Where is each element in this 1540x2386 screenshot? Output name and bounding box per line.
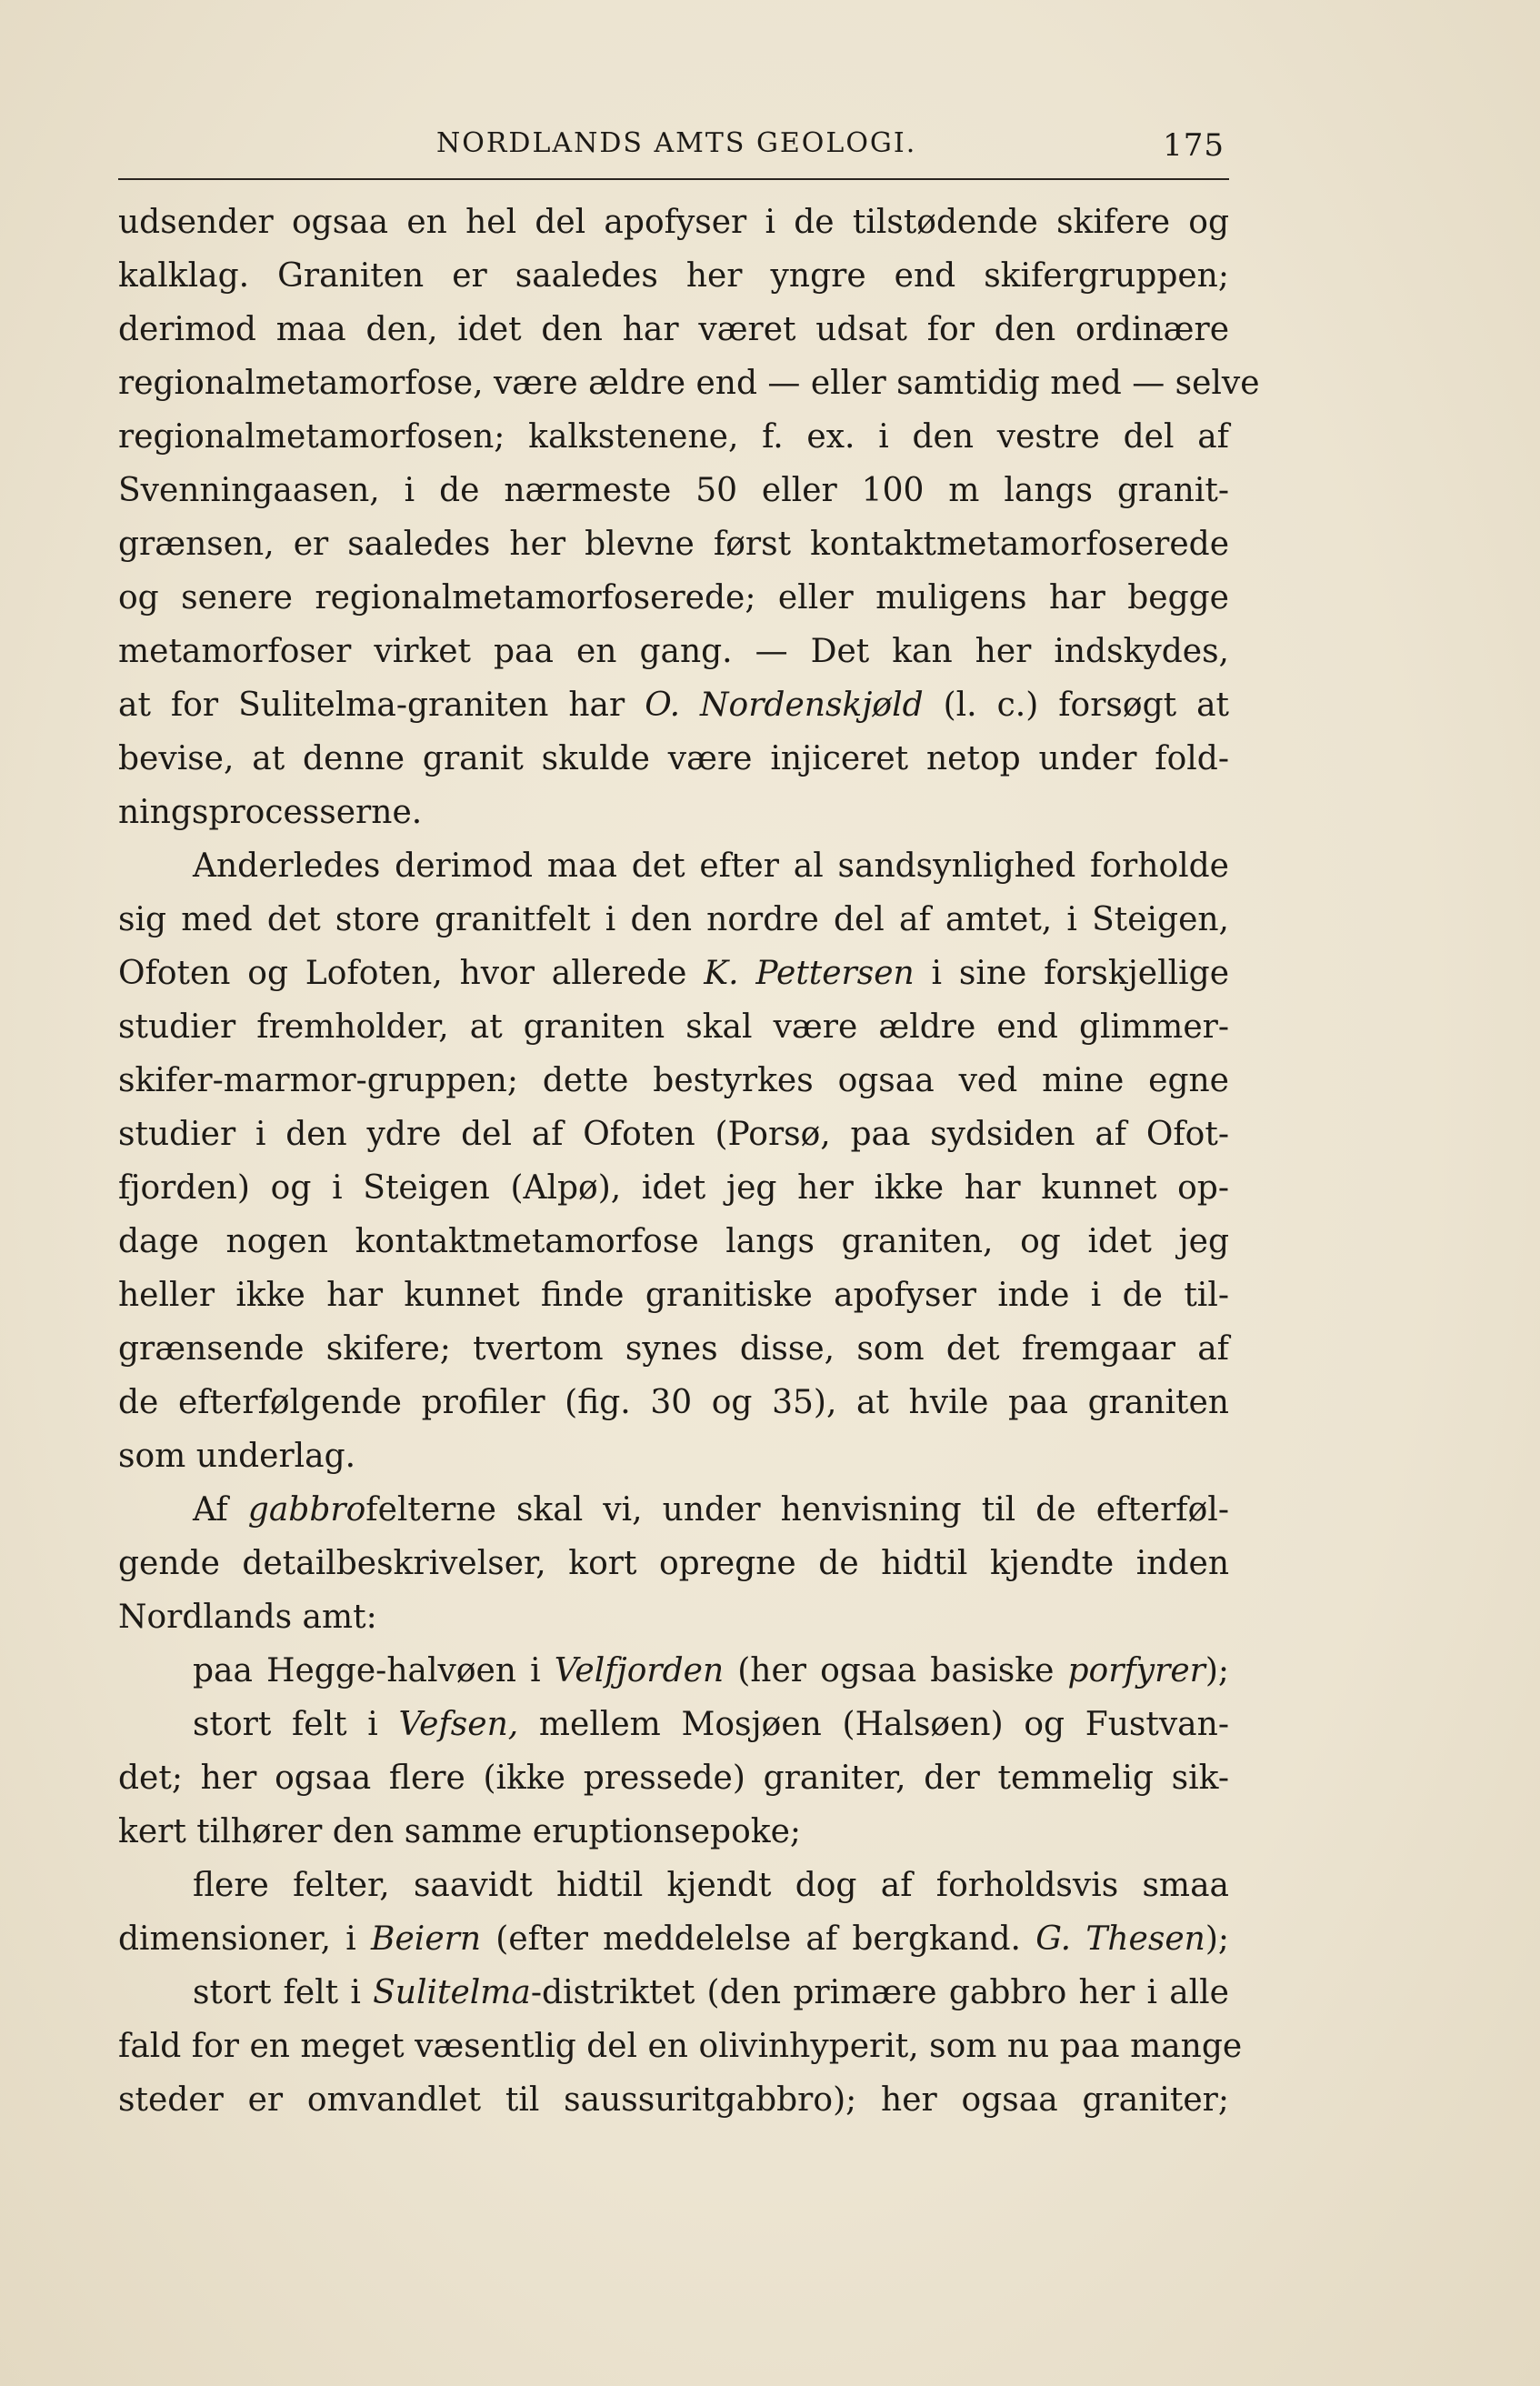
text-line: [118, 1698, 1229, 1751]
text-segment: stort felt i: [193, 1974, 361, 2011]
text-line: Svenningaasen, i de nærmeste 50 eller 100 m langs granit-: [118, 472, 1229, 509]
page-header: [118, 127, 1229, 164]
text-segment: mellem Mosjøen (Halsøen) og Fustvan-: [538, 1706, 1229, 1743]
text-segment: stort felt i: [193, 1706, 378, 1743]
text-line: [118, 678, 1229, 732]
text-line: Nordlands amt:: [118, 1599, 377, 1636]
running-head: NORDLANDS AMTS GEOLOGI.: [436, 127, 917, 159]
header-rule: [118, 178, 1229, 180]
text-line: steder er omvandlet til saussuritgabbro); her ogsaa graniter;: [118, 2081, 1229, 2119]
text-segment: i sine forskjellige: [931, 955, 1229, 992]
author-name: O. Nordenskjøld: [645, 687, 924, 724]
text-line: [118, 1483, 1229, 1537]
text-line: ningsprocesserne.: [118, 794, 423, 831]
text-line: derimod maa den, idet den har været udsat for den ordinære: [118, 311, 1229, 348]
body-text: [118, 195, 1260, 2127]
text-segment: paa Hegge-halvøen i: [193, 1652, 541, 1689]
page-number: 175: [1163, 127, 1225, 164]
text-line: [118, 1912, 1229, 1966]
text-line: bevise, at denne granit skulde være injiceret netop under fold-: [118, 740, 1229, 777]
italic-term: gabbro: [247, 1491, 366, 1529]
text-line: heller ikke har kunnet finde granitiske apofyser inde i de til-: [118, 1277, 1229, 1314]
text-segment: );: [1205, 1652, 1230, 1689]
text-segment: (efter meddelelse af bergkand.: [495, 1920, 1021, 1958]
text-segment: dimensioner, i: [118, 1920, 356, 1958]
text-line: det; her ogsaa flere (ikke pressede) graniter, der temmelig sik-: [118, 1759, 1229, 1797]
text-segment: at for Sulitelma-graniten har: [118, 687, 625, 724]
text-line: dage nogen kontaktmetamorfose langs graniten, og idet jeg: [118, 1223, 1229, 1260]
text-segment: Af: [193, 1491, 228, 1529]
text-segment: -distriktet (den primære gabbro her i alle: [530, 1974, 1229, 2011]
text-line: og senere regionalmetamorfoserede; eller muligens har begge: [118, 579, 1229, 617]
text-segment: Ofoten og Lofoten, hvor allerede: [118, 955, 687, 992]
text-segment: );: [1205, 1920, 1230, 1958]
text-line: de efterfølgende profiler (fig. 30 og 35), at hvile paa graniten: [118, 1384, 1229, 1421]
author-name: G. Thesen: [1035, 1920, 1205, 1958]
text-segment: (her ogsaa basiske: [737, 1652, 1055, 1689]
text-line: kert tilhører den samme eruptionsepoke;: [118, 1813, 802, 1850]
text-line: [118, 1966, 1229, 2020]
text-line: kalklag. Graniten er saaledes her yngre end skifergruppen;: [118, 257, 1229, 295]
text-line: grænsen, er saaledes her blevne først kontaktmetamorfoserede: [118, 526, 1229, 563]
text-line: [118, 947, 1229, 1000]
text-line: Anderledes derimod maa det efter al sandsynlighed forholde: [193, 847, 1229, 885]
place-name: Vefsen,: [398, 1706, 519, 1743]
text-line: studier fremholder, at graniten skal være ældre end glimmer-: [118, 1008, 1229, 1046]
text-line: regionalmetamorfosen; kalkstenene, f. ex. i den vestre del af: [118, 418, 1229, 456]
italic-term: porfyrer: [1067, 1652, 1205, 1689]
text-segment: (l. c.) forsøgt at: [943, 687, 1229, 724]
text-line: gende detailbeskrivelser, kort opregne de hidtil kjendte inden: [118, 1545, 1229, 1582]
text-line: udsender ogsaa en hel del apofyser i de tilstødende skifere og: [118, 204, 1229, 241]
text-line: skifer-marmor-gruppen; dette bestyrkes ogsaa ved mine egne: [118, 1062, 1229, 1099]
text-segment: felterne skal vi, under henvisning til de efterføl-: [365, 1491, 1229, 1529]
text-line: grænsende skifere; tvertom synes disse, som det fremgaar af: [118, 1330, 1229, 1368]
text-line: fald for en meget væsentlig del en olivinhyperit, som nu paa mange: [118, 2028, 1243, 2065]
text-line: metamorfoser virket paa en gang. — Det kan her indskydes,: [118, 633, 1229, 670]
text-line: regionalmetamorfose, være ældre end — eller samtidig med — selve: [118, 365, 1260, 402]
text-line: studier i den ydre del af Ofoten (Porsø, paa sydsiden af Ofot-: [118, 1116, 1229, 1153]
place-name: Velfjorden: [554, 1652, 725, 1689]
text-line: fjorden) og i Steigen (Alpø), idet jeg her ikke har kunnet op-: [118, 1169, 1229, 1207]
place-name: Sulitelma: [373, 1974, 531, 2011]
author-name: K. Pettersen: [704, 955, 915, 992]
text-line: som underlag.: [118, 1438, 356, 1475]
text-line: sig med det store granitfelt i den nordre del af amtet, i Steigen,: [118, 901, 1229, 938]
text-line: flere felter, saavidt hidtil kjendt dog af forholdsvis smaa: [193, 1867, 1229, 1904]
text-line: [118, 1644, 1229, 1698]
place-name: Beiern: [371, 1920, 482, 1958]
